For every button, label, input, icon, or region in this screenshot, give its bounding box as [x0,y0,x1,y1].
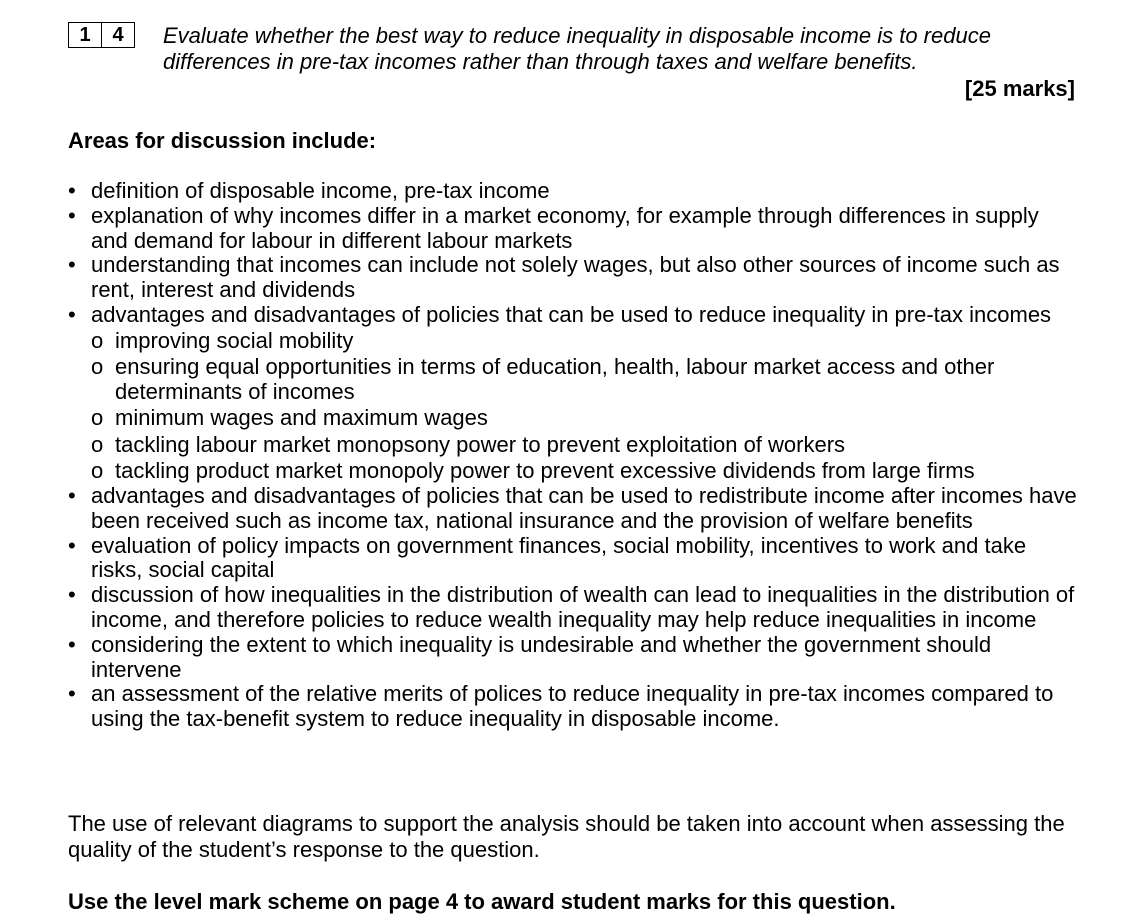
sub-list-item-text: ensuring equal opportunities in terms of education, health, labour market access and other determinants of incomes [115,354,995,404]
question-text: Evaluate whether the best way to reduce inequality in disposable income is to reduce differences in pre-tax incomes rather than through taxes and welfare benefits. [163,23,991,74]
question-number-digit: 4 [112,24,124,46]
bullet-icon: • [68,301,76,327]
circle-bullet-icon: o [91,327,104,353]
list-item [68,484,1078,534]
list-item-text: an assessment of the relative merits of polices to reduce inequality in pre-tax incomes compared to using the tax-benefit system to reduce inequality in disposable income. [91,681,1054,732]
list-item-text: discussion of how inequalities in the distribution of wealth can lead to inequalities in the distribution of income, and therefore policies to reduce wealth inequality may help reduce inequalities in income [91,582,1075,632]
bullet-icon: • [68,202,76,228]
question-number-digit: 1 [69,23,102,47]
list-item-text: definition of disposable income, pre-tax income [91,178,550,203]
sub-list-item [91,406,1078,431]
list-item [68,534,1078,584]
bullet-icon: • [68,582,76,608]
sub-points-list [91,329,1078,484]
discussion-points-list [68,179,1078,732]
bullet-icon: • [68,532,76,558]
list-item [68,253,1078,303]
bullet-icon: • [68,631,76,657]
circle-bullet-icon: o [91,458,104,484]
bullet-icon: • [68,482,76,508]
circle-bullet-icon: o [91,354,104,380]
list-item [68,633,1078,683]
list-item [68,303,1078,484]
sub-list-item [91,459,1078,484]
circle-bullet-icon: o [91,431,104,457]
list-item-text: understanding that incomes can include not solely wages, but also other sources of income such as rent, interest and dividends [91,252,1060,303]
bullet-icon: • [68,252,76,278]
sub-list-item [91,433,1078,458]
question-marks: [25 marks] [964,76,1075,101]
sub-list-item [91,329,1078,354]
list-item [68,204,1078,254]
list-item [68,682,1078,732]
diagrams-note: The use of relevant diagrams to support the analysis should be taken into account when assessing the quality of the student’s response to the question. [68,811,1065,862]
list-item [68,179,1078,204]
bullet-icon: • [68,178,76,203]
question-number-box [68,22,135,48]
sub-list-item [91,355,1078,405]
list-item-text: evaluation of policy impacts on government finances, social mobility, incentives to work and take risks, social capital [91,532,1027,583]
discussion-heading: Areas for discussion include: [68,128,377,153]
sub-list-item-text: tackling labour market monopsony power to prevent exploitation of workers [115,431,846,457]
bullet-icon: • [68,681,76,707]
list-item-text: considering the extent to which inequality is undesirable and whether the government should intervene [91,631,992,682]
list-item [68,583,1078,633]
mark-scheme-instruction: Use the level mark scheme on page 4 to award student marks for this question. [68,889,896,914]
sub-list-item-text: improving social mobility [115,327,354,353]
circle-bullet-icon: o [91,405,104,431]
list-item-text: explanation of why incomes differ in a market economy, for example through differences in supply and demand for labour in different labour markets [91,202,1039,253]
list-item-text: advantages and disadvantages of policies that can be used to reduce inequality in pre-tax incomes [91,301,1052,327]
list-item-text: advantages and disadvantages of policies that can be used to redistribute income after incomes have been received such as income tax, national insurance and the provision of welfare benefits [91,482,1077,533]
sub-list-item-text: tackling product market monopoly power to prevent excessive dividends from large firms [115,458,975,484]
sub-list-item-text: minimum wages and maximum wages [115,405,488,431]
